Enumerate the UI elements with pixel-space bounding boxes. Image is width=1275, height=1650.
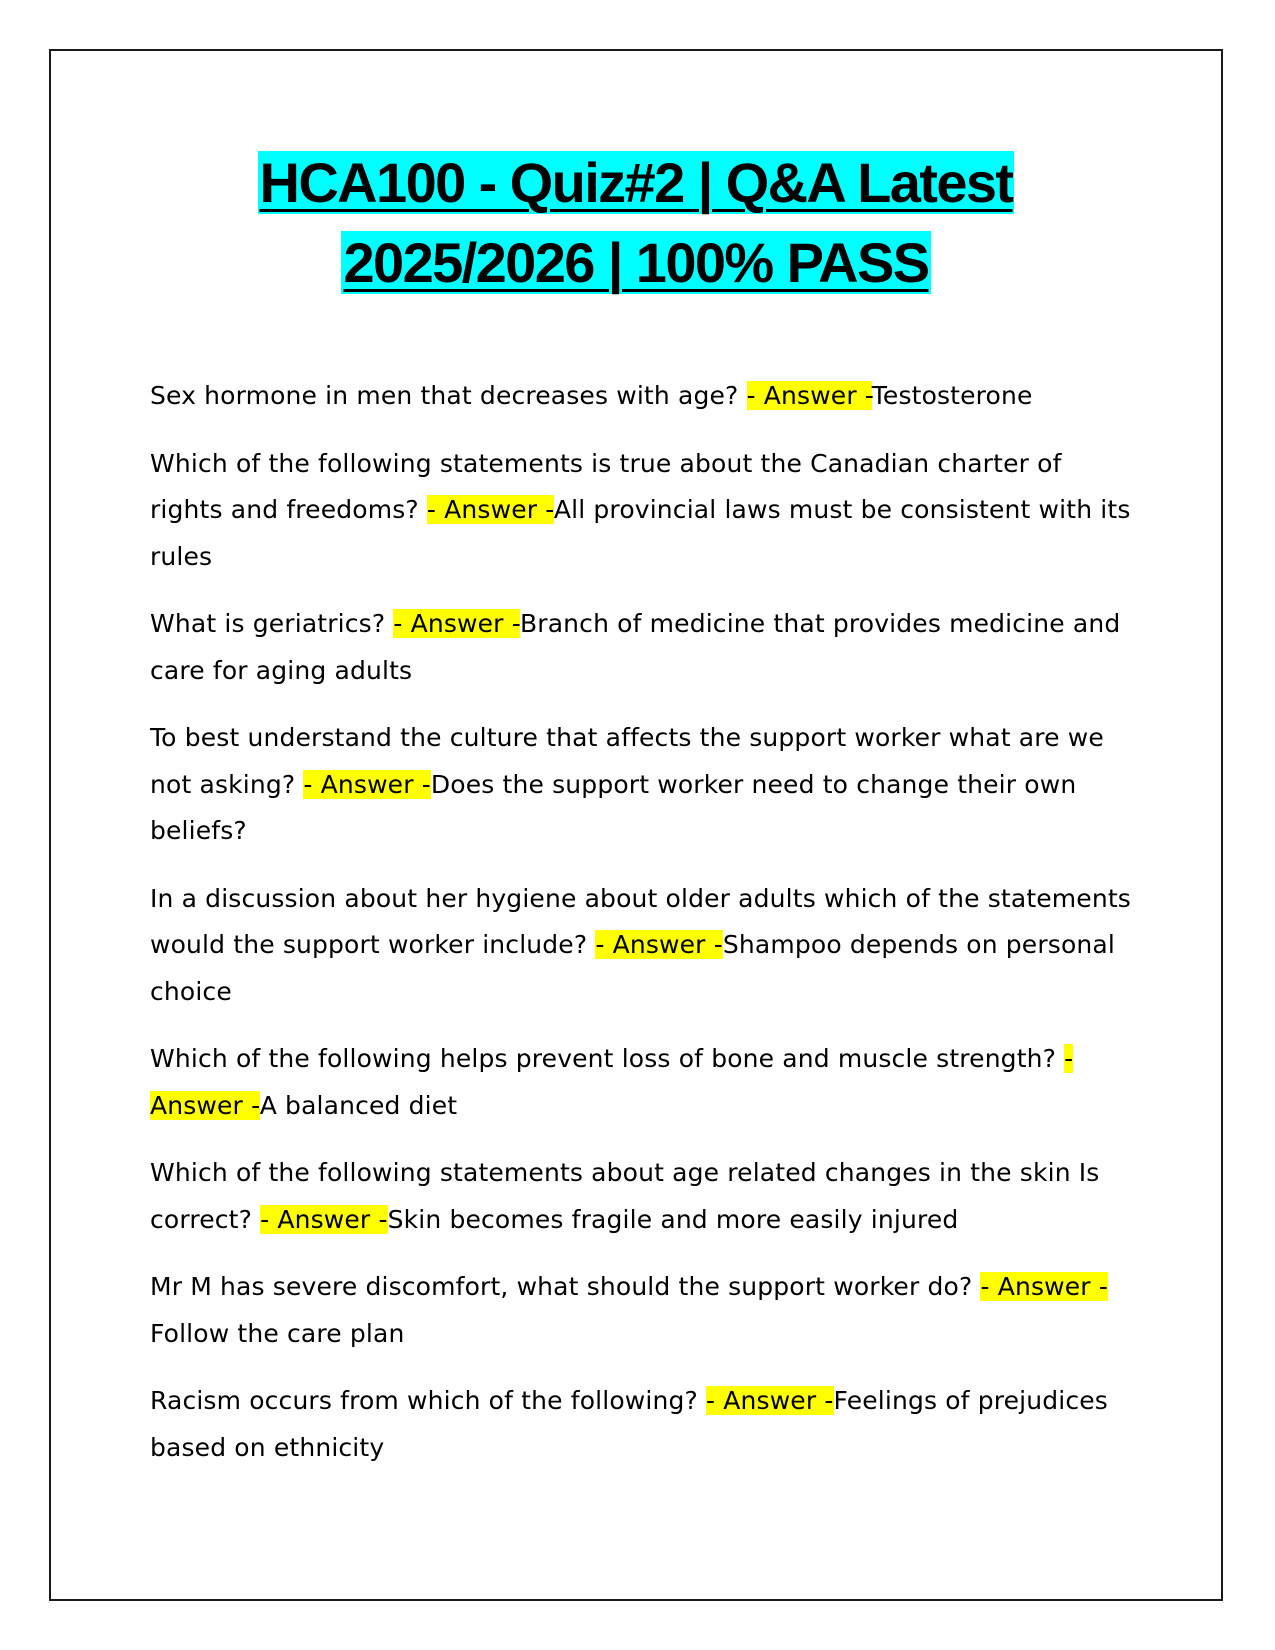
question-text: Which of the following statements is true about the Canadian charter of rights and freedoms? xyxy=(150,448,1062,524)
answer-text: Does the support worker need to change their own beliefs? xyxy=(150,769,1077,845)
question-text: Sex hormone in men that decreases with age? xyxy=(150,381,747,410)
page-title xyxy=(49,143,1223,303)
answer-marker: - Answer - xyxy=(260,1204,388,1234)
answer-marker: - Answer - xyxy=(303,769,431,799)
question-text: Which of the following statements about age related changes in the skin Is correct? xyxy=(150,1158,1100,1234)
qa-item xyxy=(150,441,1140,581)
qa-item xyxy=(150,1150,1140,1243)
answer-marker: - Answer - xyxy=(393,609,520,638)
title-highlight-2: 2025/2026 | 100% PASS xyxy=(343,231,929,294)
qa-item xyxy=(150,715,1140,855)
answer-marker: - Answer - xyxy=(706,1386,834,1415)
answer-marker: - Answer - xyxy=(426,495,554,524)
qa-item xyxy=(150,1036,1140,1129)
title-line-1 xyxy=(49,143,1223,223)
question-text: To best understand the culture that affects the support worker what are we not asking? xyxy=(150,723,1104,799)
answer-text: Skin becomes fragile and more easily injured xyxy=(387,1204,959,1234)
answer-text: Follow the care plan xyxy=(150,1318,405,1348)
qa-item xyxy=(150,1378,1140,1471)
question-text: Which of the following helps prevent loss of bone and muscle strength? xyxy=(150,1044,1065,1073)
question-text: In a discussion about her hygiene about older adults which of the statements would the support worker include? xyxy=(150,883,1131,959)
qa-list xyxy=(150,373,1140,1492)
answer-marker: - Answer - xyxy=(746,381,872,410)
qa-item xyxy=(150,876,1140,1016)
answer-marker: - Answer - xyxy=(595,930,723,959)
question-text: Racism occurs from which of the following? xyxy=(150,1386,707,1415)
qa-item xyxy=(150,1264,1140,1357)
answer-text: Feelings of prejudices based on ethnicity xyxy=(150,1386,1108,1462)
answer-text: A balanced diet xyxy=(259,1090,458,1120)
title-highlight-1: HCA100 - Quiz#2 | Q&A Latest xyxy=(259,151,1013,214)
question-text: What is geriatrics? xyxy=(150,609,394,638)
question-text: Mr M has severe discomfort, what should the support worker do? xyxy=(150,1272,981,1301)
qa-item xyxy=(150,601,1140,694)
answer-text: Shampoo depends on personal choice xyxy=(150,930,1115,1006)
answer-text: Branch of medicine that provides medicine and care for aging adults xyxy=(150,609,1121,685)
title-line-2 xyxy=(49,223,1223,303)
qa-item xyxy=(150,373,1140,420)
answer-marker: - Answer - xyxy=(150,1044,1074,1120)
answer-marker: - Answer - xyxy=(980,1272,1108,1301)
answer-text: Testosterone xyxy=(871,381,1033,410)
answer-text: All provincial laws must be consistent with its rules xyxy=(150,495,1131,571)
